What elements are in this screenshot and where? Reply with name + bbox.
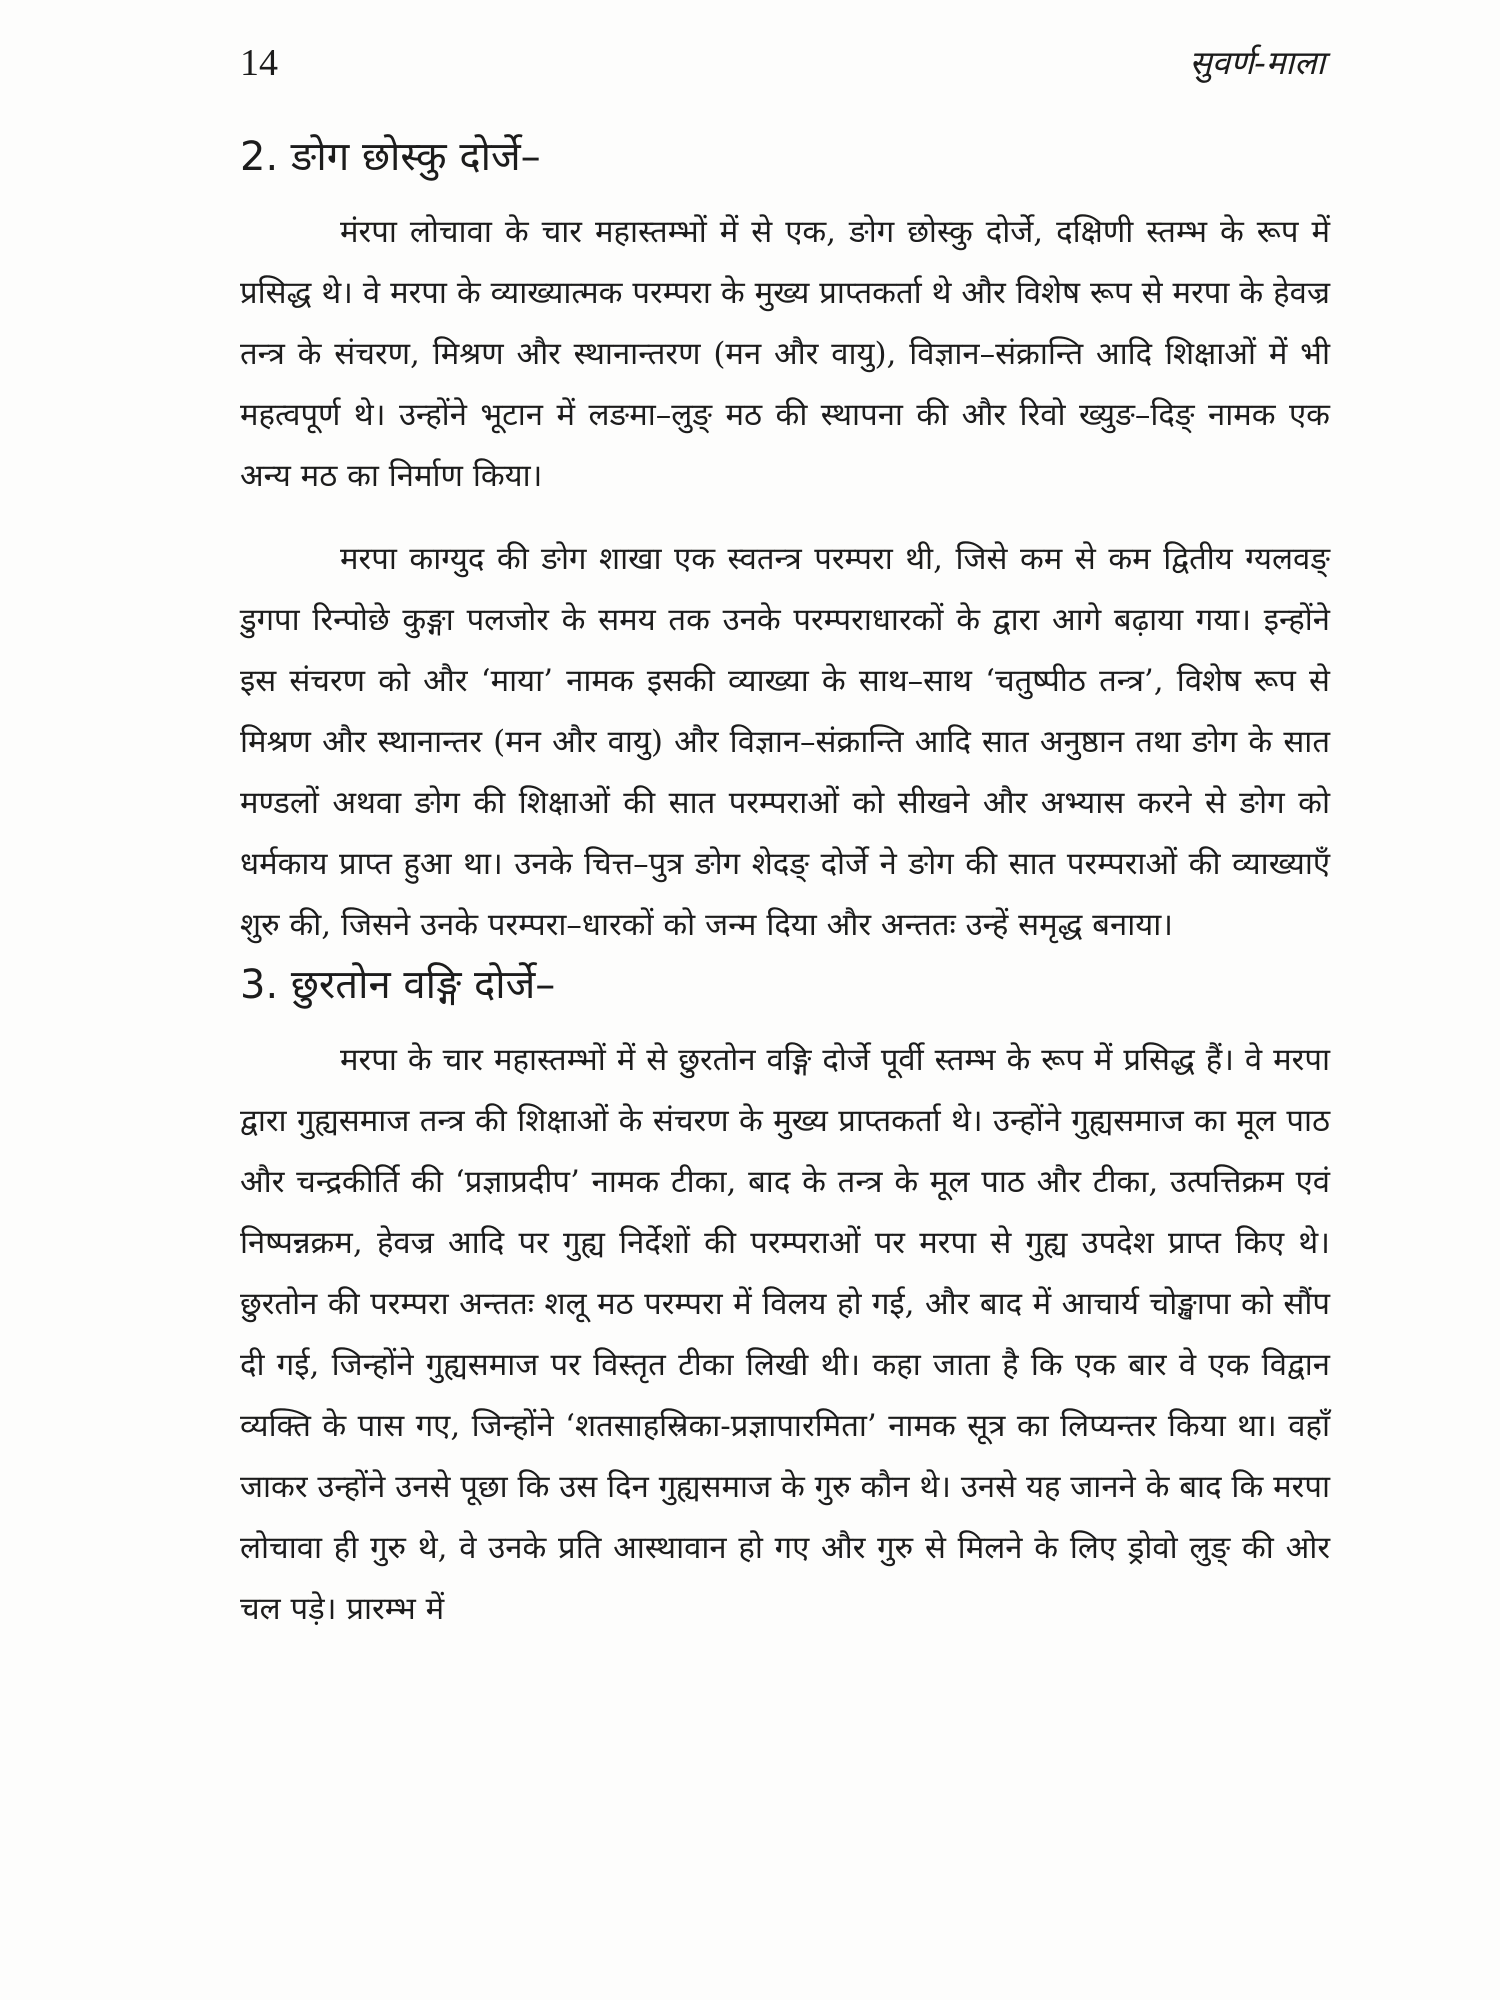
page-body bbox=[240, 128, 1330, 1640]
section-heading: 3. छुरतोन वङ्गि दोर्जे– bbox=[240, 962, 556, 1008]
section-ngog-choku-dorje bbox=[240, 128, 1330, 956]
paragraph: मंरपा लोचावा के चार महास्तम्भों में से एक, ङोग छोस्कु दोर्जे, दक्षिणी स्तम्भ के रूप में प्रसिद्ध थे। वे मरपा के व्याख्यात्मक परम्परा के मुख्य प्राप्तकर्ता थे और विशेष रूप से मरपा के हेवज्र तन्त्र के संचरण, मिश्रण और स्थानान्तरण (मन और वायु), विज्ञान–संक्रान्ति आदि शिक्षाओं में भी महत्वपूर्ण थे। उन्होंने भूटान में लङमा–लुङ् मठ की स्थापना की और रिवो ख्युङ–दिङ् नामक एक अन्य मठ का निर्माण किया। bbox=[240, 214, 1330, 494]
paragraph: मरपा काग्युद की ङोग शाखा एक स्वतन्त्र परम्परा थी, जिसे कम से कम द्वितीय ग्यलवङ् डुगपा रिन्पोछे कुङ्गा पलजोर के समय तक उनके परम्पराधारकों के द्वारा आगे बढ़ाया गया। इन्होंने इस संचरण को और ‘माया’ नामक इसकी व्याख्या के साथ–साथ ‘चतुष्पीठ तन्त्र’, विशेष रूप से मिश्रण और स्थानान्तर (मन और वायु) और विज्ञान–संक्रान्ति आदि सात अनुष्ठान तथा ङोग के सात मण्डलों अथवा ङोग की शिक्षाओं की सात परम्पराओं को सीखने और अभ्यास करने से ङोग को धर्मकाय प्राप्त हुआ था। उनके चित्त–पुत्र ङोग शेदङ् दोर्जे ने ङोग की सात परम्पराओं की व्याख्याएँ शुरु की, जिसने उनके परम्परा–धारकों को जन्म दिया और अन्ततः उन्हें समृद्ध बनाया। bbox=[240, 541, 1330, 943]
page-number: 14 bbox=[240, 42, 278, 84]
page-header bbox=[240, 38, 1325, 88]
section-tsurton-wangi-dorje bbox=[240, 956, 1330, 1640]
paragraph: मरपा के चार महास्तम्भों में से छुरतोन वङ्गि दोर्जे पूर्वी स्तम्भ के रूप में प्रसिद्ध हैं। वे मरपा द्वारा गुह्यसमाज तन्त्र की शिक्षाओं के संचरण के मुख्य प्राप्तकर्ता थे। उन्होंने गुह्यसमाज का मूल पाठ और चन्द्रकीर्ति की ‘प्रज्ञाप्रदीप’ नामक टीका, बाद के तन्त्र के मूल पाठ और टीका, उत्पत्तिक्रम एवं निष्पन्नक्रम, हेवज्र आदि पर गुह्य निर्देशों की परम्पराओं पर मरपा से गुह्य उपदेश प्राप्त किए थे। छुरतोन की परम्परा अन्ततः शलू मठ परम्परा में विलय हो गई, और बाद में आचार्य चोङ्खापा को सौंप दी गई, जिन्होंने गुह्यसमाज पर विस्तृत टीका लिखी थी। कहा जाता है कि एक बार वे एक विद्वान व्यक्ति के पास गए, जिन्होंने ‘शतसाहस्रिका-प्रज्ञापारमिता’ नामक सूत्र का लिप्यन्तर किया था। वहाँ जाकर उन्होंने उनसे पूछा कि उस दिन गुह्यसमाज के गुरु कौन थे। उनसे यह जानने के बाद कि मरपा लोचावा ही गुरु थे, वे उनके प्रति आस्थावान हो गए और गुरु से मिलने के लिए ड्रोवो लुङ् की ओर चल पड़े। प्रारम्भ में bbox=[240, 1042, 1330, 1627]
running-title: सुवर्ण-माला bbox=[1189, 43, 1325, 82]
section-heading: 2. ङोग छोस्कु दोर्जे– bbox=[240, 134, 541, 180]
